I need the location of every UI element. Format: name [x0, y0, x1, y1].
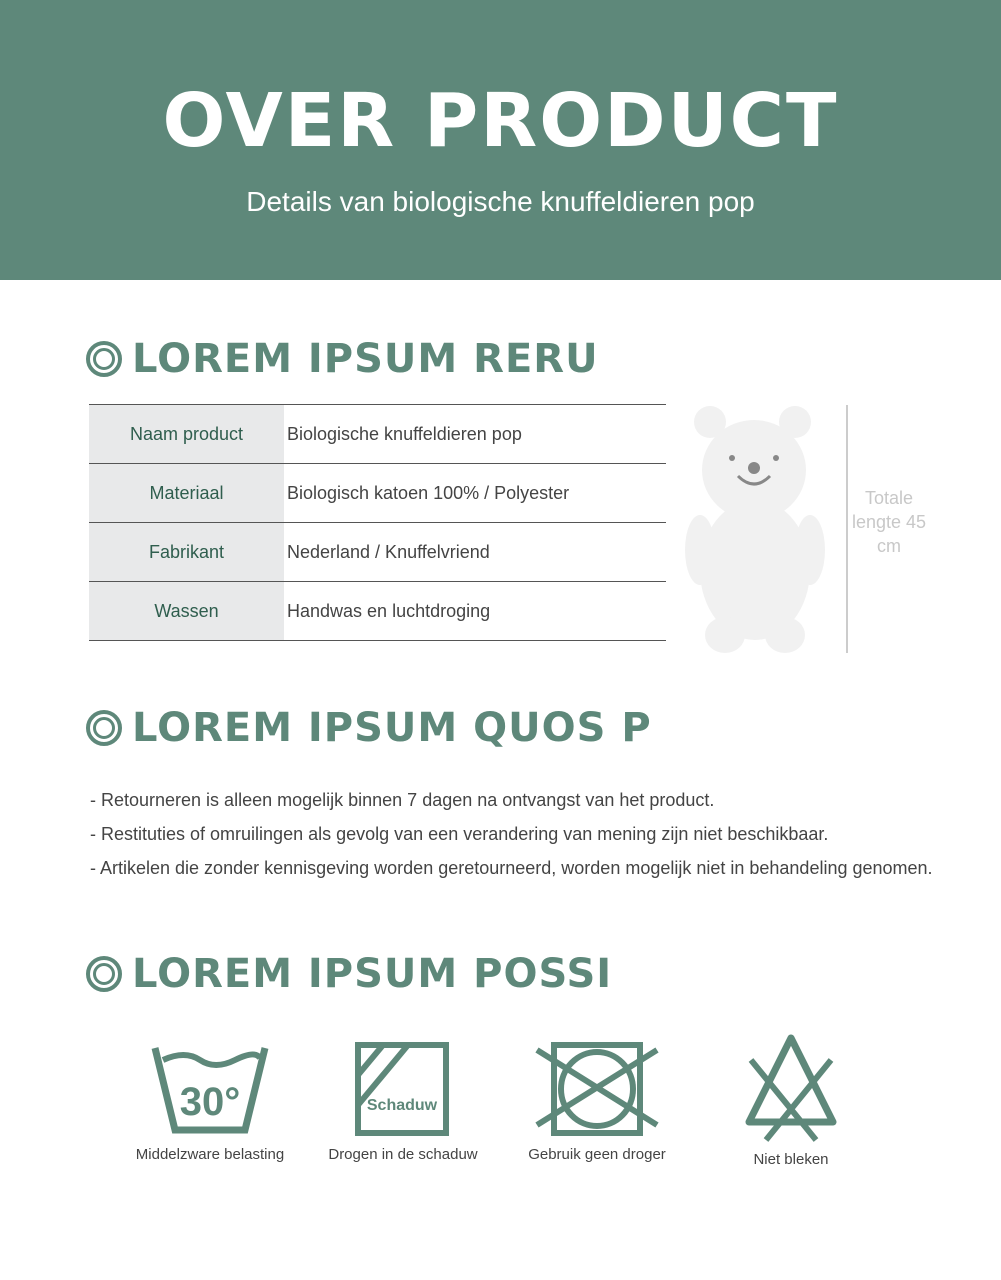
spec-value: Nederland / Knuffelvriend [284, 523, 666, 582]
svg-text:Schaduw: Schaduw [366, 1097, 438, 1114]
note-item: - Retourneren is alleen mogelijk binnen 7 dagen na ontvangst van het product. [90, 790, 715, 810]
care-label: Drogen in de schaduw [328, 1146, 478, 1163]
care-label: Niet bleken [753, 1151, 829, 1168]
section-heading-care [86, 951, 612, 997]
ring-icon [86, 956, 122, 992]
spec-label: Wassen [89, 582, 284, 641]
note-item: - Restituties of omruilingen als gevolg van een verandering van mening zijn niet beschikbaar. [90, 824, 829, 844]
section-title: LOREM IPSUM POSSI [132, 951, 613, 997]
spec-label: Materiaal [89, 464, 284, 523]
table-row [89, 464, 666, 523]
spec-value: Biologische knuffeldieren pop [284, 405, 666, 464]
table-row [89, 405, 666, 464]
return-notes [90, 783, 933, 885]
section-heading-specs [86, 336, 599, 382]
section-title: LOREM IPSUM RERU [132, 336, 599, 382]
spec-value: Handwas en luchtdroging [284, 582, 666, 641]
care-item [701, 1030, 881, 1168]
note-item: - Artikelen die zonder kennisgeving worden geretourneerd, worden mogelijk niet in behandeling genomen. [90, 858, 933, 878]
care-item [507, 1030, 687, 1163]
ring-icon [86, 710, 122, 746]
wash-30-icon [145, 1030, 275, 1140]
teddy-bear-image [680, 400, 830, 660]
page-subtitle: Details van biologische knuffeldieren pop [246, 186, 755, 217]
table-row [89, 523, 666, 582]
page-title: OVER PRODUCT [162, 78, 839, 164]
spec-value: Biologisch katoen 100% / Polyester [284, 464, 666, 523]
no-tumble-dry-icon [532, 1030, 662, 1140]
spec-table [89, 404, 666, 641]
ring-icon [86, 341, 122, 377]
section-heading-returns [86, 705, 652, 751]
table-row [89, 582, 666, 641]
header-banner [0, 0, 1001, 280]
dry-shade-icon [353, 1030, 453, 1140]
no-bleach-icon [731, 1030, 851, 1145]
care-item [120, 1030, 300, 1163]
spec-label: Naam product [89, 405, 284, 464]
dimension-line [846, 405, 848, 653]
care-label: Gebruik geen droger [528, 1146, 666, 1163]
spec-label: Fabrikant [89, 523, 284, 582]
svg-text:30°: 30° [179, 1080, 241, 1124]
care-label: Middelzware belasting [135, 1146, 285, 1163]
section-title: LOREM IPSUM QUOS P [132, 705, 652, 751]
dimension-label: Totale lengte 45 cm [851, 488, 927, 556]
care-item [313, 1030, 493, 1163]
